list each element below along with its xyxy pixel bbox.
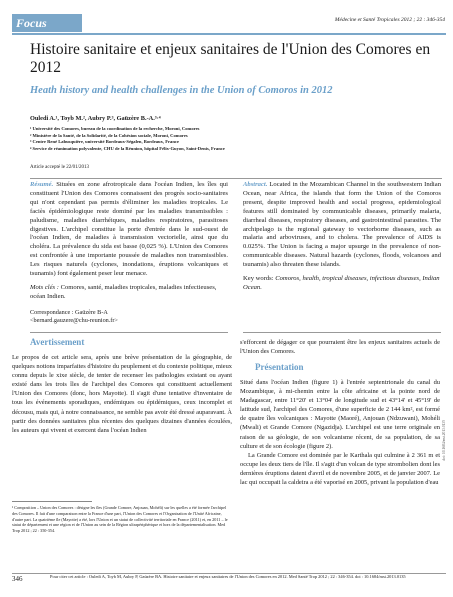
side-doi: doi: 10.1684/mst.2013.0135 (442, 420, 446, 461)
section-tag: Focus (12, 14, 82, 32)
keywords-en-label: Key words: (243, 275, 276, 283)
affiliation-1: ¹ Université des Comores, bureau de la coordination de la recherche, Moroni, Comores (30, 126, 200, 131)
header-rule (12, 33, 446, 35)
citation: Pour citer cet article : Ouledi A, Toyb M, Aubry P, Gaüzère BA. Histoire sanitaire et enjeux sanitaires de l'Union des Comores en 2012. Med Santé Trop 2012 ; 22 : 346-354. doi : 10.1684/mst.2013.0135 (50, 574, 406, 579)
warning-body (12, 353, 232, 435)
col2-continuation (240, 338, 440, 356)
keywords-en: Comoros, health, tropical diseases, infectious diseases, Indian Ocean. (243, 275, 440, 291)
affiliation-2: ² Ministère de la Santé, de la Solidarité, de la Cohésion sociale, Moroni, Comores (30, 132, 188, 138)
abstract-rule (30, 178, 442, 179)
affiliation-3: ³ Centre René Labusquière, université Bordeaux-Ségalen, Bordeaux, France (30, 139, 179, 144)
presentation-paragraph-1: Situé dans l'océan Indien (figure 1) à l'entrée septentrionale du canal du Mozambique, à mi-chemin entre la côte africaine et la pointe nord de Madagascar, entre 11°20' et 13°04' de longitude sud et 43°14' et 45°19' de latitude sud, l'archipel des Comores, d'une superficie de 2 144 km², est formé de quatre îles volcaniques : Mayotte (Maoré), Anjouan (Ndzuwani), Mohéli (Mwali) et Grande Comore (Ngazidja). L'archipel est une terre originale en raison de sa géologie, de son volcanisme récent, de sa population, de sa culture et de son écologie (figure 2). (240, 379, 440, 450)
presentation-body (240, 378, 440, 487)
abstract-en-label: Abstract. (243, 181, 268, 188)
correspondence-email[interactable]: <bernard.gauzere@chu-reunion.fr> (30, 316, 118, 324)
abstract-english (243, 181, 441, 293)
col2-top-paragraph: s'efforcent de dégager ce que pourraient être les enjeux sanitaires actuels de l'Union des Comores. (240, 339, 440, 356)
abstract-french (30, 181, 228, 325)
presentation-paragraph-2: La Grande Comore est dominée par le Karthala qui culmine à 2 361 m et occupe les deux tiers de l'île. Il s'agit d'un volcan de type strombolien dont les dernières éruptions datent d'avril et de novembre 2005, et de janvier 2007. Le lac qui occupait la caldeira a été vaporisé en 2005, privant la population d'eau (240, 451, 440, 487)
warning-heading: Avertissement (30, 337, 85, 347)
affiliation-4: ⁴ Service de réanimation polyvalente, CHU de la Réunion, hôpital Félix-Guyon, Saint-Denis, France (30, 145, 225, 151)
correspondence-label: Correspondance : (30, 308, 76, 316)
running-head: Médecine et Santé Tropicales 2012 ; 22 : 346-354 (334, 17, 445, 23)
abstract-fr-label: Résumé. (30, 181, 54, 188)
accepted-date: Article accepté le 22/01/2013 (30, 165, 90, 170)
page-number: 346 (12, 575, 23, 583)
body-rule-left (30, 332, 228, 333)
keywords-fr-label: Mots clés : (30, 283, 61, 291)
article-subtitle: Heath history and health challenges in the Union of Comoros in 2012 (30, 85, 333, 96)
footnote-rule (12, 501, 92, 502)
correspondence-name: Gaüzère B-A (75, 308, 108, 316)
presentation-heading: Présentation (255, 362, 304, 372)
author-list: Ouledi A.¹, Toyb M.², Aubry P.³, Gaüzère B.-A.³·⁴ (30, 115, 161, 122)
body-rule-right (243, 332, 441, 333)
abstract-fr-text: Situées en zone afrotropicale dans l'océan Indien, les îles qui constituent l'Union des Comores connaissent des progrès socio-sanitaires qui n'ont cependant pas permis d'éliminer les maladies tropicales. Le faciès épidémiologique reste dominé par les maladies transmissibles : paludisme, maladies diarrhéiques, maladies respiratoires, parasitoses digestives. L'archipel constitue la porte d'entrée dans le sud-ouest de l'océan Indien, de maladies à transmission vectorielle, ainsi que du choléra. La prévalence du sida est basse (0,025 %). L'Union des Comores est confrontée à une importante poussée de maladies non transmissibles. Les risques naturels (cyclones, inondations, éruptions volcaniques et tsunamis) font également peser leur menace. (30, 181, 228, 278)
footnote: ¹ Composition – Union des Comores : désigne les îles (Grande Comore, Anjouan, Mohéli) sur les quelles a été formée l'archipel des Comores. Il fait d'une comparaison entre la France d'une part, l'Union des Comores et l'Organisation de l'Unité Africaine, d'autre part. La quatrième île (Mayotte) a été, lors l'Union et un statut de collectivité territoriale en France (2011) et, en 2011 – le statut de département et une région et de l'Union au sein de la Région ultrapériphérique et hors de la départementalisation. Med Trop 2012 ; 22 : 350-354. (12, 505, 228, 534)
warning-paragraph: Le propos de cet article sera, après une brève présentation de la géographie, de quelques notions imparfaites d'histoire du peuplement et du contexte politique, mieux connu depuis le xixe siècle, de tenter de recenser les pathologies existant ou ayant existé dans les trois îles de l'archipel des Comores qui constituent actuellement l'Union des Comores (donc, hors Mayotte). Il s'agit d'une tentative d'inventaire de tous les événements sporadiques, endémiques ou épidémiques, ceux incomplet et décousu, mais qui, à notre connaissance, ne semble pas avoir été dressé auparavant. À partir des données sanitaires plus récentes des quelques dizaines d'années écoulées, les auteurs qui vivent et exercent dans l'océan Indien (12, 354, 232, 434)
affiliations (30, 126, 440, 152)
abstract-en-text: Located in the Mozambican Channel in the southwestern Indian Ocean, near Africa, the islands that form the Union of the Comoros present, despite improved health and social progress, epidemiological features still dominated by communicable diseases, primarily malaria, diarrheal diseases, respiratory diseases, and gastrointestinal parasites. The archipelago is the regional gateway to vectorborne diseases, such as malaria and arboviruses, and to cholera. The prevalence of AIDS is 0.025%. The Union is facing a major upsurge in the prevalence of non-communicable diseases. Natural hazards (cyclones, floods, volcanoes and tsunamis) also threaten these islands. (243, 181, 441, 269)
article-title: Histoire sanitaire et enjeux sanitaires de l'Union des Comores en 2012 (30, 41, 431, 76)
keywords-fr: Comores, santé, maladies tropicales, maladies infectieuses, océan Indien. (30, 283, 217, 300)
